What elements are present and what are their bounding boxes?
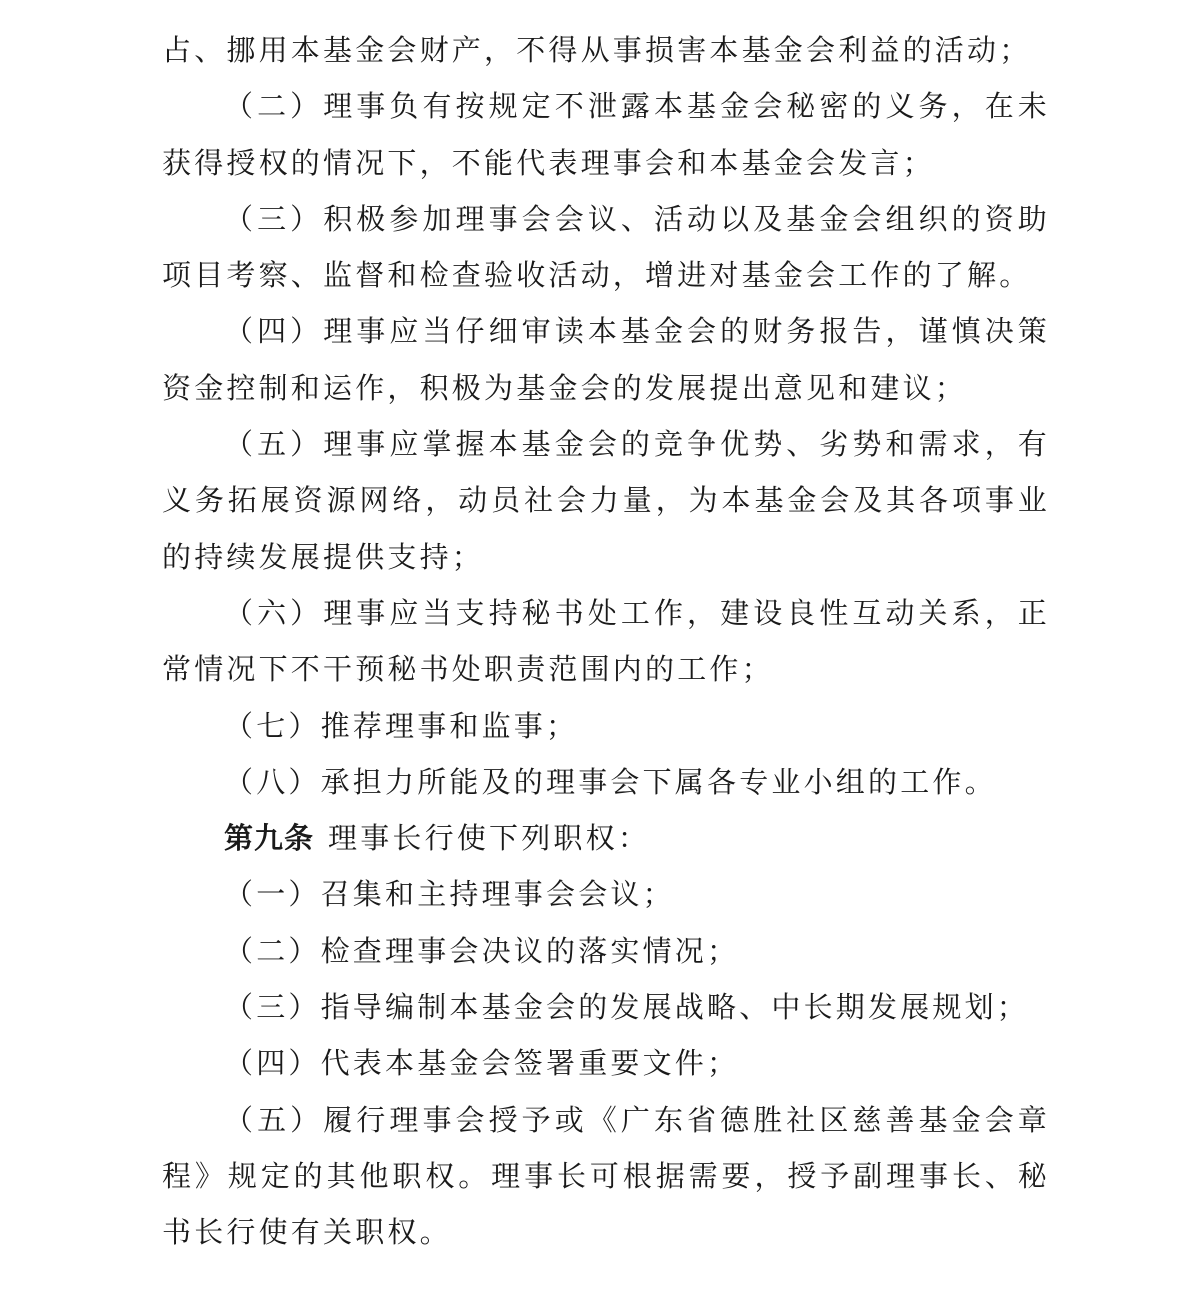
paragraph-item-3: （三）积极参加理事会会议、活动以及基金会组织的资助项目考察、监督和检查验收活动，增进对基金会工作的了解。 <box>162 201 1050 293</box>
article-nine-text: 理事长行使下列职权： <box>328 821 651 856</box>
article-nine-item-5: （五）履行理事会授予或《广东省德胜社区慈善基金会章程》规定的其他职权。理事长可根据需要，授予副理事长、秘书长行使有关职权。 <box>162 1102 1050 1250</box>
article-nine-item-2: （二）检查理事会决议的落实情况； <box>224 933 740 968</box>
paragraph-item-8: （八）承担力所能及的理事会下属各专业小组的工作。 <box>224 764 997 799</box>
paragraph-item-7: （七）推荐理事和监事； <box>224 708 579 743</box>
paragraph-item-4: （四）理事应当仔细审读本基金会的财务报告，谨慎决策资金控制和运作，积极为基金会的发展提出意见和建议； <box>162 314 1050 405</box>
article-nine-heading: 第九条 <box>224 821 315 856</box>
article-nine-item-1: （一）召集和主持理事会会议； <box>224 877 675 912</box>
paragraph-continuation: 占、挪用本基金会财产，不得从事损害本基金会利益的活动； <box>162 33 1032 67</box>
article-nine <box>162 810 1050 866</box>
article-nine-item-3: （三）指导编制本基金会的发展战略、中长期发展规划； <box>224 990 1030 1025</box>
paragraph-item-2: （二）理事负有按规定不泄露本基金会秘密的义务，在未获得授权的情况下，不能代表理事会和本基金会发言； <box>162 89 1050 180</box>
article-nine-item-4: （四）代表本基金会签署重要文件； <box>224 1046 740 1081</box>
document-page <box>162 22 1050 1261</box>
paragraph-item-5: （五）理事应掌握本基金会的竞争优势、劣势和需求，有义务拓展资源网络，动员社会力量，为本基金会及其各项事业的持续发展提供支持； <box>162 427 1050 574</box>
paragraph-item-6: （六）理事应当支持秘书处工作，建设良性互动关系，正常情况下不干预秘书处职责范围内的工作； <box>162 595 1050 687</box>
